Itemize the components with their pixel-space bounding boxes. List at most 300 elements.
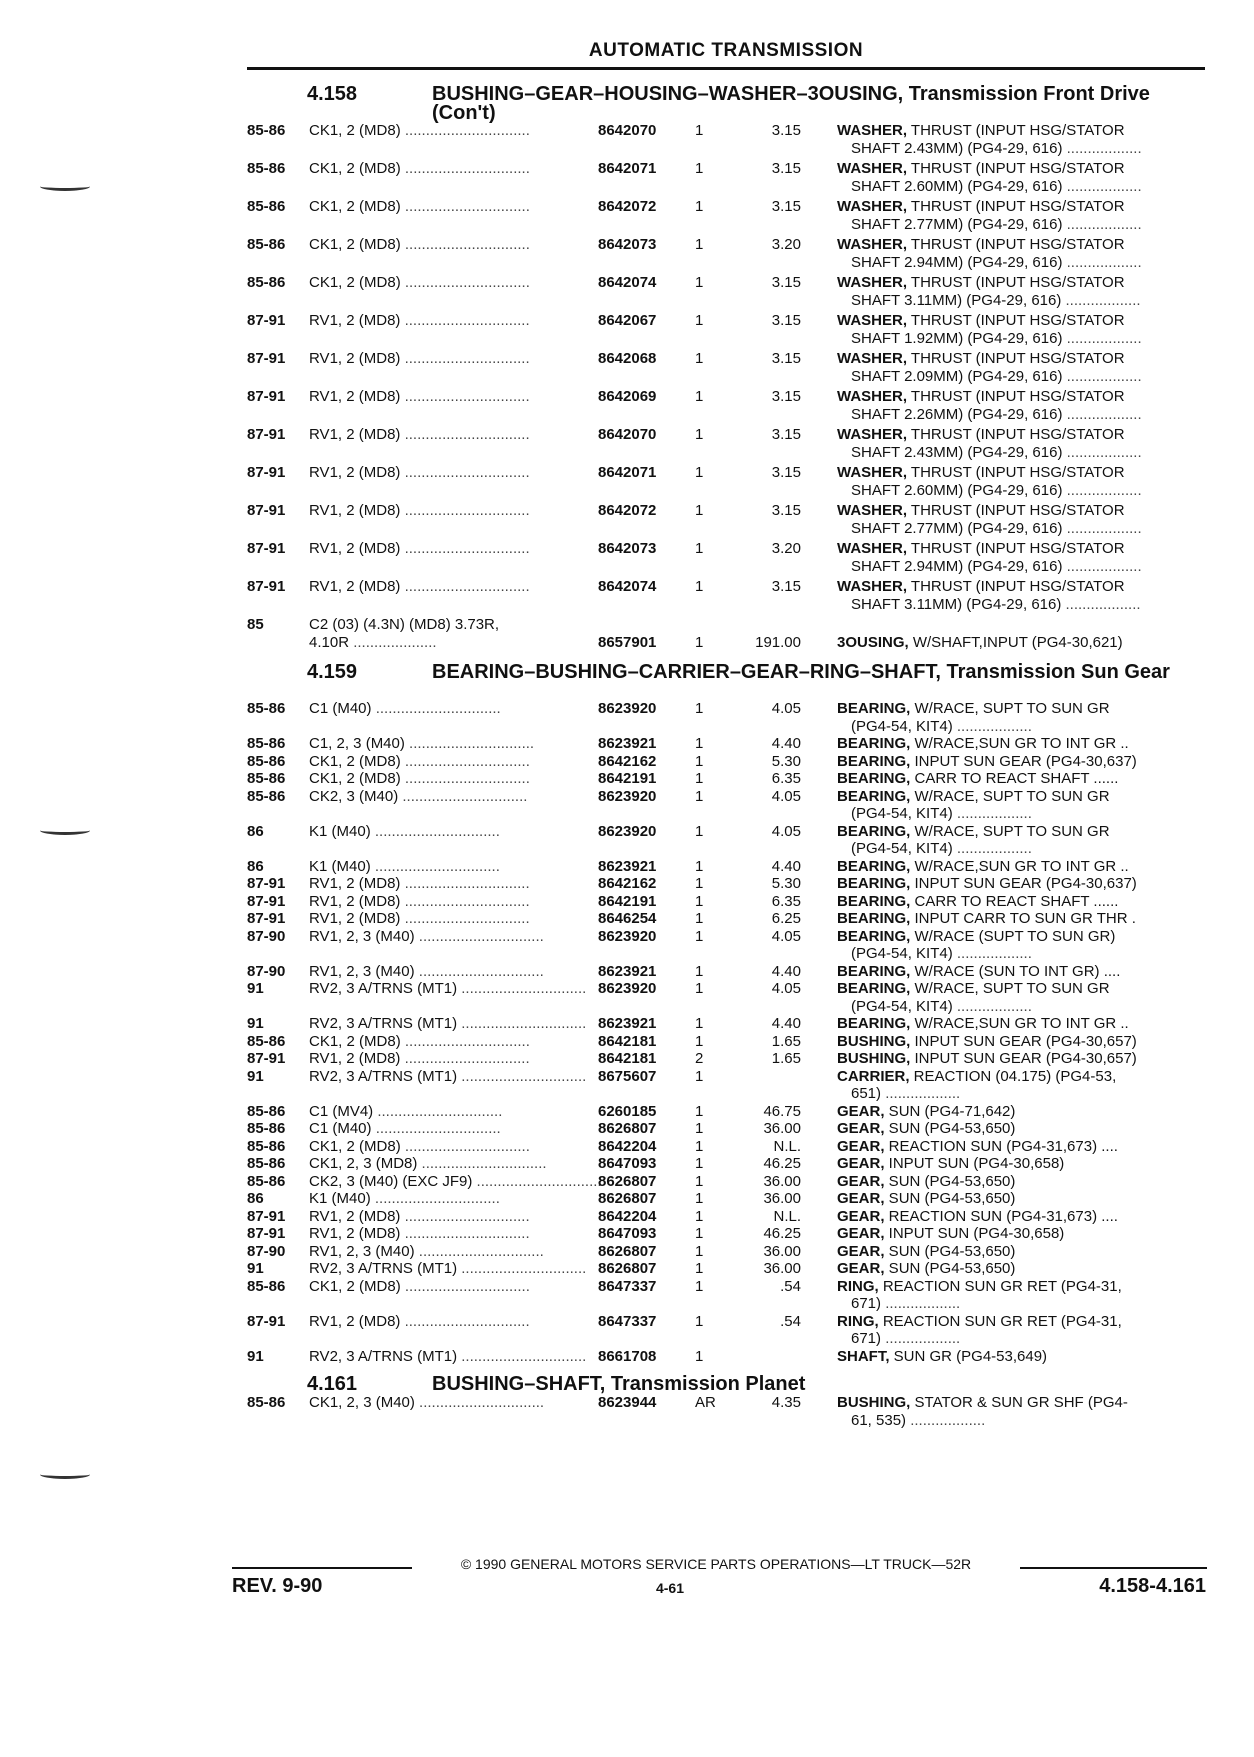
table-row (247, 1068, 1207, 1103)
description-text: 651) (851, 1085, 886, 1102)
model-year: 85-86 (247, 752, 286, 770)
quantity: 1 (695, 1312, 704, 1330)
description-text: INPUT SUN GEAR (PG4-30,657) (910, 1032, 1137, 1050)
vehicle-model (309, 928, 574, 946)
part-number: 8623920 (598, 700, 657, 717)
model-text: CK1, 2 (MD8) (309, 1032, 405, 1050)
part-number: 8623920 (598, 822, 657, 840)
model-year: 85-86 (247, 700, 286, 717)
leader-dots: .............................. (404, 875, 530, 892)
leader-dots: .............................. (374, 822, 500, 840)
part-number: 8642204 (598, 1137, 657, 1155)
model-year: 91 (247, 1015, 264, 1032)
part-name: BEARING, (837, 822, 911, 840)
part-description (837, 1225, 1209, 1243)
description-text: SUN GR (PG4-53,649) (889, 1347, 1048, 1365)
section-number: 4.161 (307, 1373, 358, 1395)
description-text: SUN (PG4-53,650) (884, 1120, 1016, 1137)
description-text: THRUST (INPUT HSG/STATOR (907, 160, 1125, 177)
quantity: AR (695, 1394, 716, 1411)
vehicle-model (309, 1033, 574, 1051)
description-line2 (837, 292, 1209, 310)
quantity: 1 (695, 198, 704, 215)
model-year: 85-86 (247, 198, 286, 215)
table-row (247, 1243, 1207, 1261)
leader-dots: .............................. (404, 1277, 530, 1295)
quantity: 1 (695, 857, 704, 875)
description-text: THRUST (INPUT HSG/STATOR (907, 426, 1125, 443)
part-number: 8646254 (598, 910, 657, 927)
leader-dots: .............................. (377, 1102, 503, 1120)
leader-dots: .................. (956, 997, 1032, 1015)
description-line2 (837, 718, 1209, 736)
part-name: WASHER, (837, 350, 908, 367)
leader-dots: .............................. (404, 1137, 530, 1155)
leader-dots: .................. (1066, 177, 1142, 195)
leader-dots: .............................. (461, 1067, 587, 1085)
table-row (247, 700, 1207, 735)
table-row (247, 770, 1207, 788)
description-line2 (837, 840, 1209, 858)
part-number: 8657901 (598, 634, 657, 651)
part-number: 8642073 (598, 236, 657, 253)
leader-dots: .................. (1066, 405, 1142, 423)
vehicle-model (309, 753, 574, 771)
price: 36.00 (763, 1242, 801, 1260)
part-name: BEARING, (837, 927, 911, 945)
model-year: 86 (247, 857, 264, 875)
description-text: CARR TO REACT SHAFT ...... (910, 892, 1119, 910)
model-year: 87-91 (247, 350, 286, 367)
vehicle-model (309, 1155, 574, 1173)
quantity: 1 (695, 875, 704, 892)
part-name: CARRIER, (837, 1067, 910, 1085)
part-number: 8642072 (598, 198, 657, 215)
quantity: 1 (695, 1155, 704, 1172)
leader-dots: .................. (1065, 291, 1141, 309)
price: 46.25 (763, 1155, 801, 1172)
price: 4.40 (771, 1015, 801, 1032)
part-description (837, 198, 1209, 233)
model-year: 87-91 (247, 464, 286, 481)
model-text: RV1, 2 (MD8) (309, 502, 405, 519)
description-text: SHAFT 3.11MM) (PG4-29, 616) (851, 595, 1066, 613)
description-line2 (837, 945, 1209, 963)
price: 3.15 (771, 350, 801, 367)
model-text: CK1, 2 (MD8) (309, 1137, 405, 1155)
description-text: W/SHAFT,INPUT (PG4-30,621) (908, 634, 1123, 651)
model-year: 85-86 (247, 274, 286, 291)
part-name: BEARING, (837, 857, 911, 875)
model-year: 91 (247, 980, 264, 997)
model-year: 87-91 (247, 1207, 286, 1225)
table-row (247, 823, 1207, 858)
table-row (247, 388, 1207, 426)
model-year: 86 (247, 822, 264, 840)
part-description (837, 963, 1209, 981)
footer-rule (1020, 1567, 1207, 1569)
model-year: 85-86 (247, 1394, 286, 1411)
part-description (837, 910, 1209, 928)
part-description (837, 122, 1209, 157)
price: 4.40 (771, 735, 801, 752)
footer-section-range: 4.158-4.161 (1099, 1575, 1206, 1597)
parts-catalog-content (247, 78, 1207, 1429)
part-number: 8626807 (598, 1242, 657, 1260)
part-name: GEAR, (837, 1102, 885, 1120)
description-text: SHAFT 2.09MM) (PG4-29, 616) (851, 367, 1067, 385)
model-text: C1 (MV4) (309, 1102, 378, 1120)
section-heading (247, 656, 1207, 700)
leader-dots: .............................. (404, 426, 530, 443)
part-description (837, 1155, 1209, 1173)
price: 36.00 (763, 1120, 801, 1137)
vehicle-model (309, 464, 574, 482)
description-text: W/RACE,SUN GR TO INT GR .. (910, 857, 1129, 875)
quantity: 1 (695, 502, 704, 519)
description-text: W/RACE, SUPT TO SUN GR (910, 787, 1110, 805)
vehicle-model (309, 963, 574, 981)
model-year: 85-86 (247, 770, 286, 787)
vehicle-model (309, 788, 574, 806)
table-row (247, 1120, 1207, 1138)
model-text: C1 (M40) (309, 1120, 376, 1137)
vehicle-model (309, 160, 574, 178)
quantity: 1 (695, 1120, 704, 1137)
part-number: 8642068 (598, 350, 657, 367)
model-text: RV1, 2 (MD8) (309, 875, 405, 892)
vehicle-model (309, 274, 574, 292)
model-text: RV2, 3 A/TRNS (MT1) (309, 980, 462, 997)
leader-dots: .............................. (461, 1260, 587, 1277)
description-line2 (837, 482, 1209, 500)
model-text: RV1, 2 (MD8) (309, 350, 405, 367)
table-row (247, 502, 1207, 540)
quantity: 1 (695, 892, 704, 910)
leader-dots: .............................. (374, 1190, 500, 1207)
model-text: C1, 2, 3 (M40) (309, 735, 410, 752)
part-number: 8642181 (598, 1050, 657, 1067)
description-text: THRUST (INPUT HSG/STATOR (907, 388, 1125, 405)
description-text: REACTION SUN (PG4-31,673) .... (884, 1207, 1118, 1225)
part-name: BUSHING, (837, 1050, 911, 1067)
part-number: 8647337 (598, 1277, 657, 1295)
part-name: SHAFT, (837, 1347, 890, 1365)
description-text: SHAFT 2.77MM) (PG4-29, 616) (851, 519, 1067, 537)
table-row (247, 1313, 1207, 1348)
description-line2 (837, 596, 1209, 614)
part-description (837, 858, 1209, 876)
model-year: 85-86 (247, 787, 286, 805)
part-name: GEAR, (837, 1260, 885, 1277)
price: 46.25 (763, 1225, 801, 1242)
quantity: 1 (695, 1347, 704, 1365)
vehicle-model (309, 236, 574, 254)
part-description (837, 1260, 1209, 1278)
leader-dots: .................. (956, 945, 1032, 962)
leader-dots: .................. (956, 840, 1032, 857)
part-description (837, 700, 1209, 735)
model-text: CK1, 2 (MD8) (309, 1277, 405, 1295)
model-year: 87-91 (247, 910, 286, 927)
description-text: INPUT SUN GEAR (PG4-30,637) (910, 752, 1137, 770)
leader-dots: .............................. (404, 122, 530, 139)
leader-dots: .............................. (461, 1347, 587, 1365)
model-text: CK1, 2 (MD8) (309, 274, 405, 291)
leader-dots: .............................. (402, 787, 528, 805)
model-text: RV1, 2 (MD8) (309, 892, 405, 910)
model-text: RV1, 2 (MD8) (309, 388, 405, 405)
part-name: BEARING, (837, 1015, 911, 1032)
part-description (837, 1103, 1209, 1121)
vehicle-model (309, 735, 574, 753)
vehicle-model (309, 910, 574, 928)
binder-hole-mark (40, 826, 90, 835)
section-heading (247, 1368, 1207, 1394)
description-line2 (837, 368, 1209, 386)
model-year: 85-86 (247, 1172, 286, 1190)
description-text: SUN (PG4-53,650) (884, 1190, 1016, 1207)
table-row (247, 1050, 1207, 1068)
model-text: 4.10R (309, 633, 354, 651)
footer-revision: REV. 9-90 (232, 1575, 323, 1597)
model-text: RV1, 2 (MD8) (309, 578, 405, 595)
part-description (837, 1138, 1209, 1156)
description-text: W/RACE, SUPT TO SUN GR (910, 822, 1110, 840)
description-text: 671) (851, 1330, 886, 1347)
vehicle-model (309, 1172, 602, 1191)
part-description (837, 634, 1209, 652)
model-year: 87-91 (247, 312, 286, 329)
part-description (837, 426, 1209, 461)
part-number: 8626807 (598, 1260, 657, 1277)
quantity: 1 (695, 770, 704, 787)
part-name: GEAR, (837, 1207, 885, 1225)
model-year: 85-86 (247, 735, 286, 752)
description-text: (PG4-54, KIT4) (851, 805, 957, 822)
model-text: CK1, 2 (MD8) (309, 160, 405, 177)
table-row (247, 1394, 1207, 1429)
part-name: WASHER, (837, 274, 908, 291)
description-text: (PG4-54, KIT4) (851, 945, 957, 962)
part-number: 8626807 (598, 1120, 657, 1137)
part-number: 8623920 (598, 927, 657, 945)
description-text: REACTION (04.175) (PG4-53, (909, 1067, 1117, 1085)
model-text: RV1, 2 (MD8) (309, 1312, 405, 1330)
part-description (837, 502, 1209, 537)
part-name: RING, (837, 1312, 879, 1330)
leader-dots: .............................. (404, 1207, 530, 1225)
model-year: 87-91 (247, 1225, 286, 1242)
vehicle-model (309, 502, 574, 520)
leader-dots: .................... (353, 633, 437, 651)
leader-dots: .............................. (418, 1242, 544, 1260)
model-year: 87-90 (247, 927, 286, 945)
leader-dots: .................. (1066, 253, 1142, 271)
description-text: THRUST (INPUT HSG/STATOR (907, 122, 1125, 139)
price: 4.40 (771, 962, 801, 980)
description-line2 (837, 558, 1209, 576)
price: 6.35 (771, 770, 801, 787)
page-header: AUTOMATIC TRANSMISSION (588, 40, 864, 61)
part-description (837, 1190, 1209, 1208)
part-description (837, 160, 1209, 195)
table-row (247, 578, 1207, 616)
vehicle-model (309, 700, 574, 718)
quantity: 1 (695, 1242, 704, 1260)
leader-dots: .............................. (409, 735, 535, 752)
part-name: BEARING, (837, 980, 911, 997)
price: N.L. (773, 1207, 801, 1225)
model-year: 87-91 (247, 892, 286, 910)
model-text: RV1, 2, 3 (M40) (309, 962, 419, 980)
model-year: 87-90 (247, 962, 286, 980)
table-row (247, 464, 1207, 502)
description-text: (PG4-54, KIT4) (851, 997, 957, 1015)
part-name: GEAR, (837, 1172, 885, 1190)
part-description (837, 1313, 1209, 1348)
description-text: THRUST (INPUT HSG/STATOR (907, 198, 1125, 215)
vehicle-model (309, 1208, 574, 1226)
table-row (247, 1173, 1207, 1191)
quantity: 1 (695, 464, 704, 481)
description-text: REACTION SUN GR RET (PG4-31, (878, 1277, 1122, 1295)
leader-dots: .................. (885, 1085, 961, 1102)
part-description (837, 312, 1209, 347)
model-text: RV1, 2 (MD8) (309, 1225, 405, 1242)
model-text: RV1, 2, 3 (M40) (309, 1242, 419, 1260)
leader-dots: .............................. (461, 1015, 587, 1032)
leader-dots: .............................. (404, 198, 530, 215)
leader-dots: .................. (1066, 367, 1142, 385)
price: 3.15 (771, 502, 801, 519)
description-text: SUN (PG4-53,650) (884, 1260, 1016, 1277)
table-row (247, 540, 1207, 578)
part-description (837, 1050, 1209, 1068)
part-description (837, 788, 1209, 823)
binder-hole-mark (40, 1470, 90, 1479)
table-row (247, 1138, 1207, 1156)
price: 4.05 (771, 822, 801, 840)
part-description (837, 1208, 1209, 1226)
model-year: 91 (247, 1260, 264, 1277)
price: 1.65 (771, 1032, 801, 1050)
quantity: 1 (695, 927, 704, 945)
table-row (247, 1225, 1207, 1243)
quantity: 1 (695, 1172, 704, 1190)
quantity: 1 (695, 426, 704, 443)
description-text: W/RACE,SUN GR TO INT GR .. (910, 735, 1129, 752)
leader-dots: .............................. (404, 578, 530, 595)
part-description (837, 928, 1209, 963)
table-row (247, 198, 1207, 236)
part-number: 8642181 (598, 1032, 657, 1050)
model-year: 85-86 (247, 236, 286, 253)
description-text: W/RACE,SUN GR TO INT GR .. (910, 1015, 1129, 1032)
part-description (837, 1120, 1209, 1138)
quantity: 1 (695, 910, 704, 927)
part-description (837, 823, 1209, 858)
part-name: WASHER, (837, 426, 908, 443)
table-row (247, 122, 1207, 160)
model-text: RV2, 3 A/TRNS (MT1) (309, 1015, 462, 1032)
description-text: SHAFT 3.11MM) (PG4-29, 616) (851, 291, 1066, 309)
quantity: 1 (695, 312, 704, 329)
part-number: 8642204 (598, 1207, 657, 1225)
model-year: 87-91 (247, 578, 286, 595)
quantity: 1 (695, 1137, 704, 1155)
part-number: 8647337 (598, 1312, 657, 1330)
quantity: 1 (695, 1277, 704, 1295)
part-number: 8642069 (598, 388, 657, 405)
part-name: BEARING, (837, 770, 911, 787)
leader-dots: .............................. (404, 388, 530, 405)
description-text: INPUT SUN (PG4-30,658) (884, 1225, 1065, 1242)
table-row (247, 1260, 1207, 1278)
vehicle-model (309, 1067, 587, 1086)
part-description (837, 578, 1209, 613)
description-line2 (837, 805, 1209, 823)
price: 6.35 (771, 892, 801, 910)
description-text: INPUT SUN GEAR (PG4-30,657) (910, 1050, 1137, 1067)
price: .54 (780, 1277, 801, 1295)
leader-dots: .............................. (404, 274, 530, 291)
quantity: 1 (695, 540, 704, 557)
leader-dots: .............................. (404, 1312, 530, 1330)
leader-dots: .............................. (375, 700, 501, 717)
part-name: GEAR, (837, 1155, 885, 1172)
leader-dots: .............................. (404, 892, 530, 910)
part-description (837, 753, 1209, 771)
model-year: 85-86 (247, 1155, 286, 1172)
quantity: 1 (695, 350, 704, 367)
model-year: 85-86 (247, 160, 286, 177)
part-number: 8642162 (598, 875, 657, 892)
description-line2 (837, 254, 1209, 272)
description-text: W/RACE (SUPT TO SUN GR) (910, 927, 1116, 945)
leader-dots: .............................. (374, 857, 500, 875)
vehicle-model (309, 823, 574, 841)
model-text: CK1, 2 (MD8) (309, 198, 405, 215)
table-row (247, 160, 1207, 198)
leader-dots: .................. (1066, 139, 1142, 157)
price: 36.00 (763, 1172, 801, 1190)
part-number: 8642070 (598, 122, 657, 139)
description-text: W/RACE (SUN TO INT GR) .... (910, 962, 1121, 980)
description-line2 (837, 1085, 1209, 1103)
price: 36.00 (763, 1260, 801, 1277)
part-name: WASHER, (837, 236, 908, 253)
price: 1.65 (771, 1050, 801, 1067)
part-name: GEAR, (837, 1190, 885, 1207)
model-text: RV2, 3 A/TRNS (MT1) (309, 1260, 462, 1277)
quantity: 1 (695, 787, 704, 805)
part-description (837, 236, 1209, 271)
description-text: THRUST (INPUT HSG/STATOR (907, 236, 1125, 253)
vehicle-model (309, 875, 574, 893)
table-row (247, 963, 1207, 981)
description-text: THRUST (INPUT HSG/STATOR (907, 350, 1125, 367)
leader-dots: .............................. (404, 350, 530, 367)
part-description (837, 1015, 1209, 1033)
table-row (247, 928, 1207, 963)
leader-dots: .............................. (404, 540, 530, 557)
part-number: 8623921 (598, 962, 657, 980)
leader-dots: .............................. (418, 962, 544, 980)
quantity: 1 (695, 274, 704, 291)
description-text: W/RACE, SUPT TO SUN GR (910, 700, 1110, 717)
model-text: RV1, 2 (MD8) (309, 464, 405, 481)
